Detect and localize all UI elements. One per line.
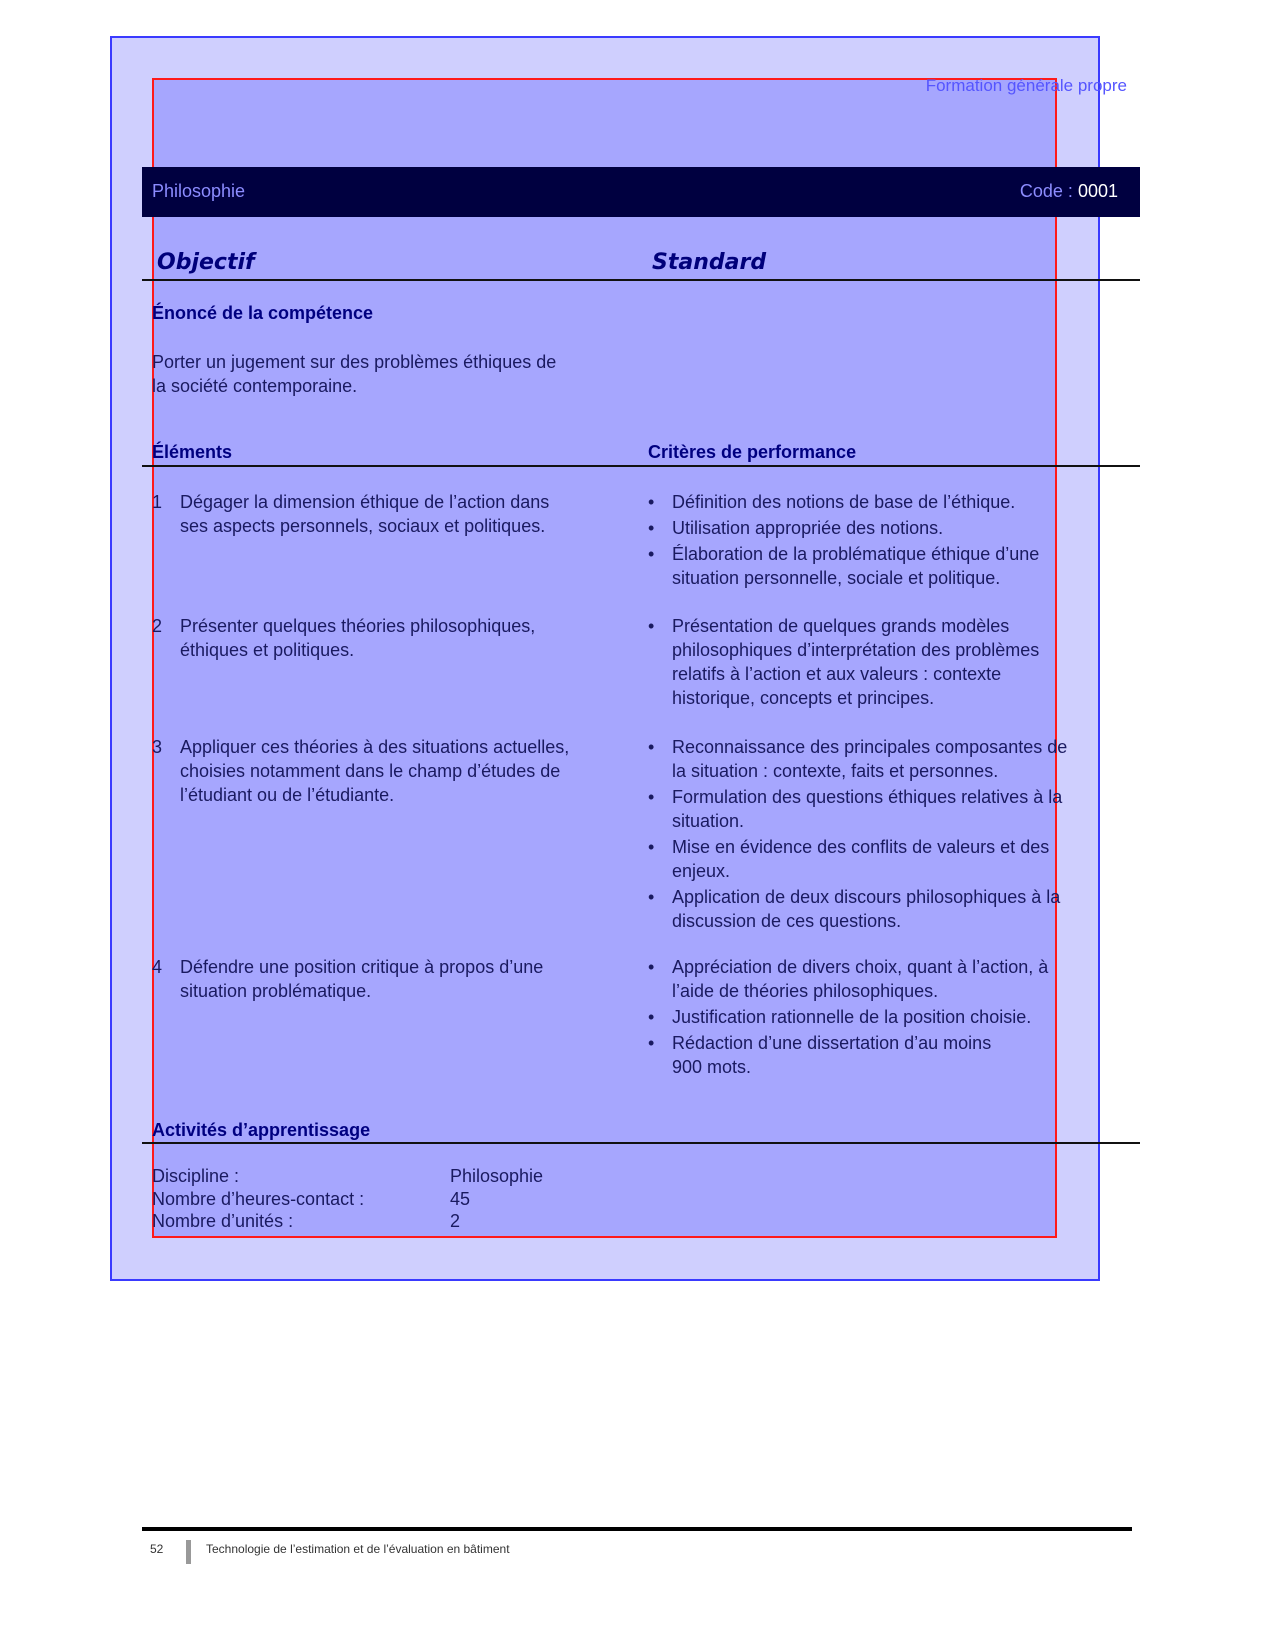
element-number: 2 — [152, 616, 163, 636]
units-value: 2 — [450, 1211, 461, 1231]
bullet-icon: • — [648, 1007, 655, 1027]
divider — [142, 465, 1140, 467]
element-text — [180, 955, 632, 1003]
element-number: 1 — [152, 492, 163, 512]
criterion-line: situation. — [672, 811, 745, 831]
bullet-icon: • — [648, 492, 655, 512]
criterion-line: Mise en évidence des conflits de valeurs et des — [672, 837, 1050, 857]
criteria-list-4 — [648, 955, 1103, 1081]
course-code — [1020, 181, 1118, 202]
criterion-line: enjeux. — [672, 861, 731, 881]
criterion-line: Appréciation de divers choix, quant à l’action, à — [672, 957, 1049, 977]
criterion-item — [648, 542, 1103, 590]
criteria-list-3 — [648, 735, 1103, 935]
bullet-icon: • — [648, 544, 655, 564]
discipline-label: Discipline : — [152, 1166, 240, 1186]
hours-label: Nombre d’heures-contact : — [152, 1189, 365, 1209]
criterion-line: historique, concepts et principes. — [672, 688, 935, 708]
bullet-icon: • — [648, 837, 655, 857]
criterion-line: Justification rationnelle de la position choisie. — [672, 1007, 1032, 1027]
criterion-item — [648, 516, 1103, 540]
objective-heading: Objectif — [157, 250, 255, 275]
element-line: ses aspects personnels, sociaux et politiques. — [180, 516, 546, 536]
standard-heading: Standard — [652, 250, 767, 275]
competence-text — [152, 350, 632, 398]
element-2 — [152, 614, 632, 662]
element-4 — [152, 955, 632, 1003]
criterion-item — [648, 1031, 1103, 1079]
criteria-list-1 — [648, 490, 1103, 592]
criterion-item — [648, 955, 1103, 1003]
bullet-icon: • — [648, 887, 655, 907]
element-line: Appliquer ces théories à des situations actuelles, — [180, 737, 570, 757]
competence-line: la société contemporaine. — [152, 376, 358, 396]
page-number: 52 — [150, 1542, 164, 1556]
criterion-line: relatifs à l’action et aux valeurs : contexte — [672, 664, 1002, 684]
criterion-item — [648, 785, 1103, 833]
footer-rule — [142, 1527, 1132, 1531]
running-head: Formation générale propre — [925, 76, 1127, 95]
criterion-line: Définition des notions de base de l’éthique. — [672, 492, 1016, 512]
element-text — [180, 735, 632, 807]
element-line: choisies notamment dans le champ d’études de — [180, 761, 561, 781]
bullet-icon: • — [648, 787, 655, 807]
criterion-line: situation personnelle, sociale et politique. — [672, 568, 1001, 588]
element-line: Dégager la dimension éthique de l’action dans — [180, 492, 550, 512]
element-number: 3 — [152, 737, 163, 757]
criterion-line: Reconnaissance des principales composantes de — [672, 737, 1068, 757]
criterion-line: Élaboration de la problématique éthique d’une — [672, 544, 1040, 564]
criterion-item — [648, 885, 1103, 933]
bullet-icon: • — [648, 957, 655, 977]
element-line: situation problématique. — [180, 981, 372, 1001]
divider — [142, 1142, 1140, 1144]
elements-heading: Éléments — [152, 442, 233, 462]
element-line: Défendre une position critique à propos d’une — [180, 957, 544, 977]
subject-title: Philosophie — [152, 181, 246, 201]
bullet-icon: • — [648, 518, 655, 538]
criterion-line: la situation : contexte, faits et personnes. — [672, 761, 999, 781]
criterion-item — [648, 614, 1103, 710]
divider — [142, 279, 1140, 281]
units-label: Nombre d’unités : — [152, 1211, 294, 1231]
competence-line: Porter un jugement sur des problèmes éthiques de — [152, 352, 557, 372]
criterion-line: Utilisation appropriée des notions. — [672, 518, 944, 538]
criterion-line: philosophiques d’interprétation des problèmes — [672, 640, 1040, 660]
hours-value: 45 — [450, 1189, 471, 1209]
criteria-heading: Critères de performance — [648, 442, 857, 462]
code-value: 0001 — [1077, 181, 1118, 201]
criterion-line: Application de deux discours philosophiques à la — [672, 887, 1061, 907]
criterion-line: l’aide de théories philosophiques. — [672, 981, 939, 1001]
element-text — [180, 614, 632, 662]
element-text — [180, 490, 632, 538]
criteria-list-2 — [648, 614, 1103, 712]
competence-title: Énoncé de la compétence — [152, 303, 374, 323]
criterion-item — [648, 735, 1103, 783]
criterion-line: Présentation de quelques grands modèles — [672, 616, 1010, 636]
criterion-line: Formulation des questions éthiques relatives à la — [672, 787, 1063, 807]
activities-title: Activités d’apprentissage — [152, 1120, 371, 1140]
footer-separator — [186, 1540, 191, 1564]
bullet-icon: • — [648, 737, 655, 757]
element-line: éthiques et politiques. — [180, 640, 355, 660]
criterion-line: 900 mots. — [672, 1057, 752, 1077]
criterion-item — [648, 490, 1103, 514]
criterion-item — [648, 835, 1103, 883]
footer-title: Technologie de l’estimation et de l’évaluation en bâtiment — [206, 1542, 510, 1556]
bullet-icon: • — [648, 616, 655, 636]
element-line: l’étudiant ou de l’étudiante. — [180, 785, 395, 805]
element-line: Présenter quelques théories philosophiques, — [180, 616, 536, 636]
bullet-icon: • — [648, 1033, 655, 1053]
discipline-value: Philosophie — [450, 1166, 544, 1186]
criterion-item — [648, 1005, 1103, 1029]
element-1 — [152, 490, 632, 538]
criterion-line: Rédaction d’une dissertation d’au moins — [672, 1033, 992, 1053]
criterion-line: discussion de ces questions. — [672, 911, 902, 931]
title-bar — [142, 167, 1140, 217]
element-3 — [152, 735, 632, 807]
code-label: Code : — [1019, 181, 1073, 201]
element-number: 4 — [152, 957, 163, 977]
